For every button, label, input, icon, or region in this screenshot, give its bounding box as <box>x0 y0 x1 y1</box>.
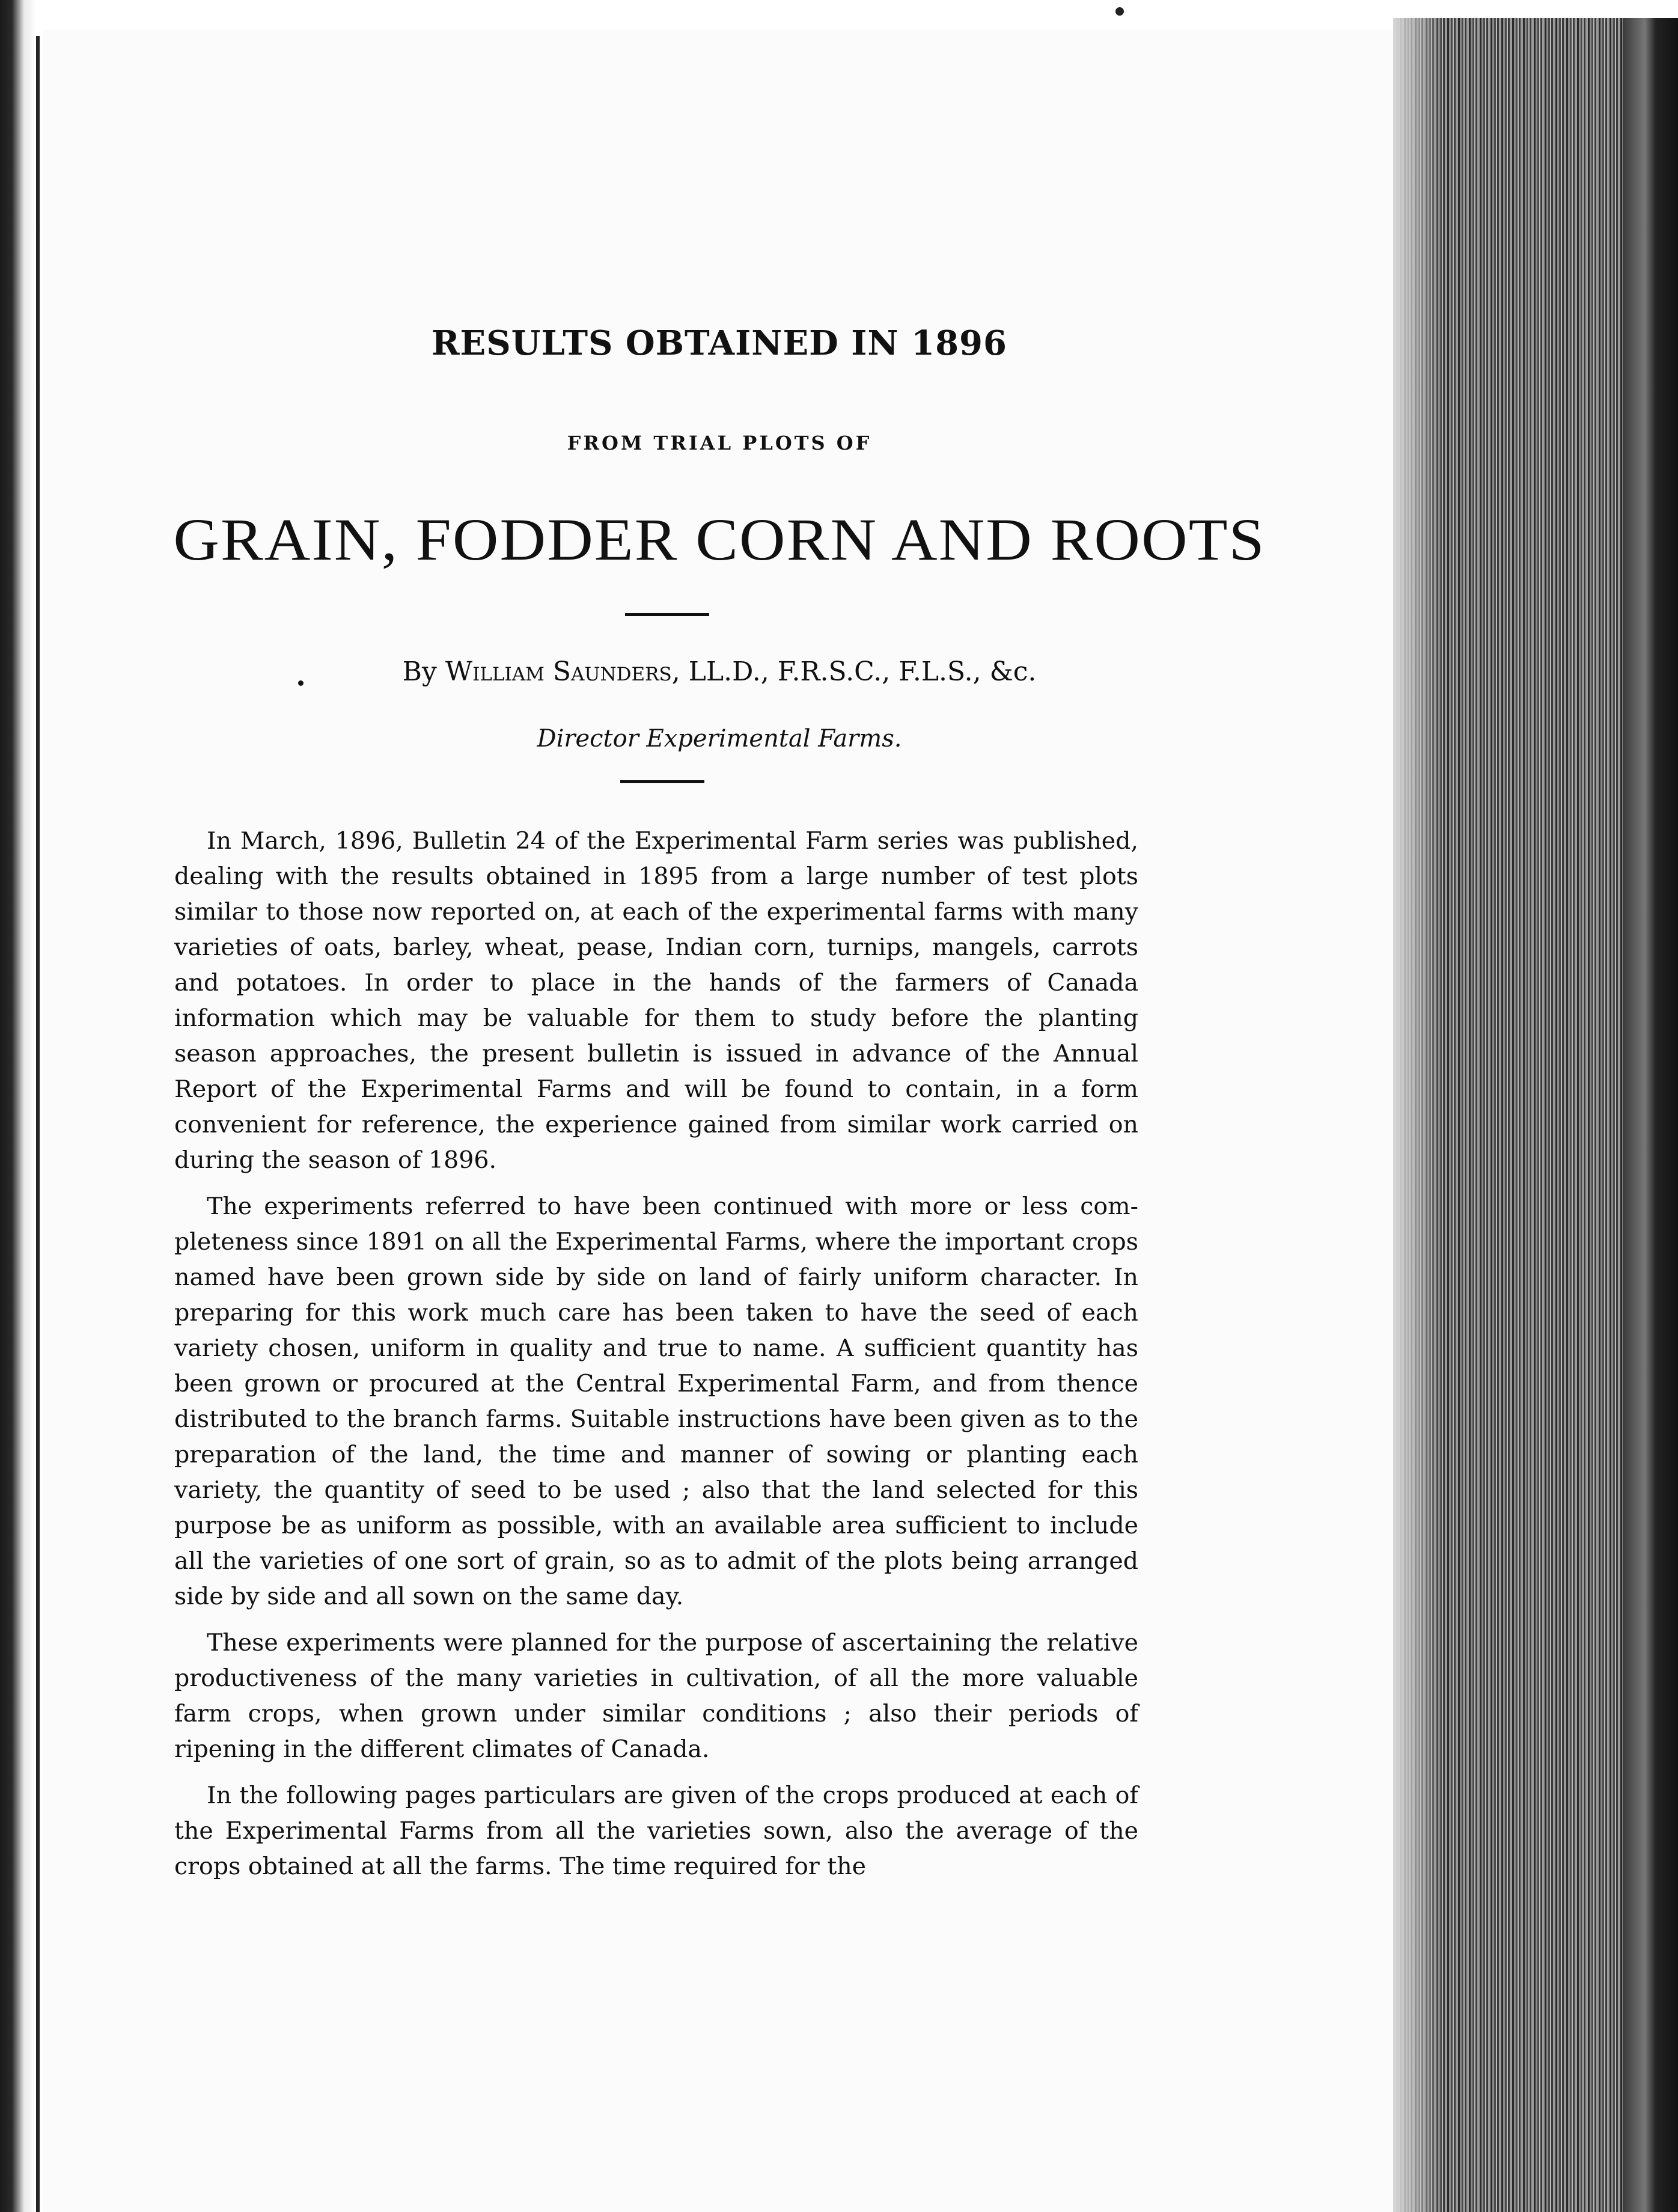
scan-speck <box>1115 7 1124 16</box>
author-role: Director Experimental Farms. <box>537 725 902 753</box>
byline <box>43 656 1396 687</box>
paragraph: The experiments referred to have been continued with more or less completeness since 1891 on all the Experimental Farms, where the important crops named have been grown side by side on land of fairly uniform character. In preparing for this work much care has been taken to have the seed of each variety chosen, uniform in quality and true to name. A sufficient quantity has been grown or procured at the Central Experimental Farm, and from thence distributed to the branch farms. Suitable instructions have been given as to the preparation of the land, the time and manner of sowing or planting each variety, the quantity of seed to be used ; also that the land selected for this purpose be as uniform as possible, with an available area sufficient to include all the varieties of one sort of grain, so as to admit of the plots being arranged side by side and all sown on the same day. <box>174 1193 1138 1610</box>
left-binding-line <box>36 36 40 2212</box>
top-margin <box>0 0 1678 20</box>
author-name: William Saunders <box>445 656 672 687</box>
article-body <box>174 823 1138 1895</box>
paragraph: In the following pages particulars are given of the crops produced at each of the Experimental Farms from all the varieties sown, also the average of the crops obtained at all the farms. The time required for the <box>174 1782 1138 1880</box>
title-main: GRAIN, FODDER CORN AND ROOTS <box>173 506 1266 573</box>
author-credentials: , LL.D., F.R.S.C., F.L.S., &c. <box>671 656 1037 687</box>
book-cover-edge <box>1623 18 1678 2212</box>
byline-by: By <box>402 656 437 687</box>
byline-divider <box>620 780 704 783</box>
title-results: RESULTS OBTAINED IN 1896 <box>432 323 1007 363</box>
title-divider <box>625 613 709 616</box>
paragraph: In March, 1896, Bulletin 24 of the Experimental Farm series was published, dealing with the results obtained in 1895 from a large number of test plots similar to those now reported on, at each of the experimental farms with many varieties of oats, barley, wheat, pease, Indian corn, turnips, mangels, carrots and potatoes. In order to place in the hands of the farmers of Canada information which may be valuable for them to study before the planting season approaches, the present bulletin is issued in advance of the Annual Report of the Experimental Farms and will be found to contain, in a form convenient for reference, the experience gained from similar work carried on during the season of 1896. <box>174 827 1138 1174</box>
title-subline: FROM TRIAL PLOTS OF <box>567 432 872 454</box>
paragraph: These experiments were planned for the purpose of ascertaining the relative productiveness of the many varieties in cultivation, of all the more valuable farm crops, when grown under similar conditions ; also their periods of ripening in the different climates of Canada. <box>174 1629 1138 1763</box>
page-edge-shadow <box>1393 18 1441 2212</box>
